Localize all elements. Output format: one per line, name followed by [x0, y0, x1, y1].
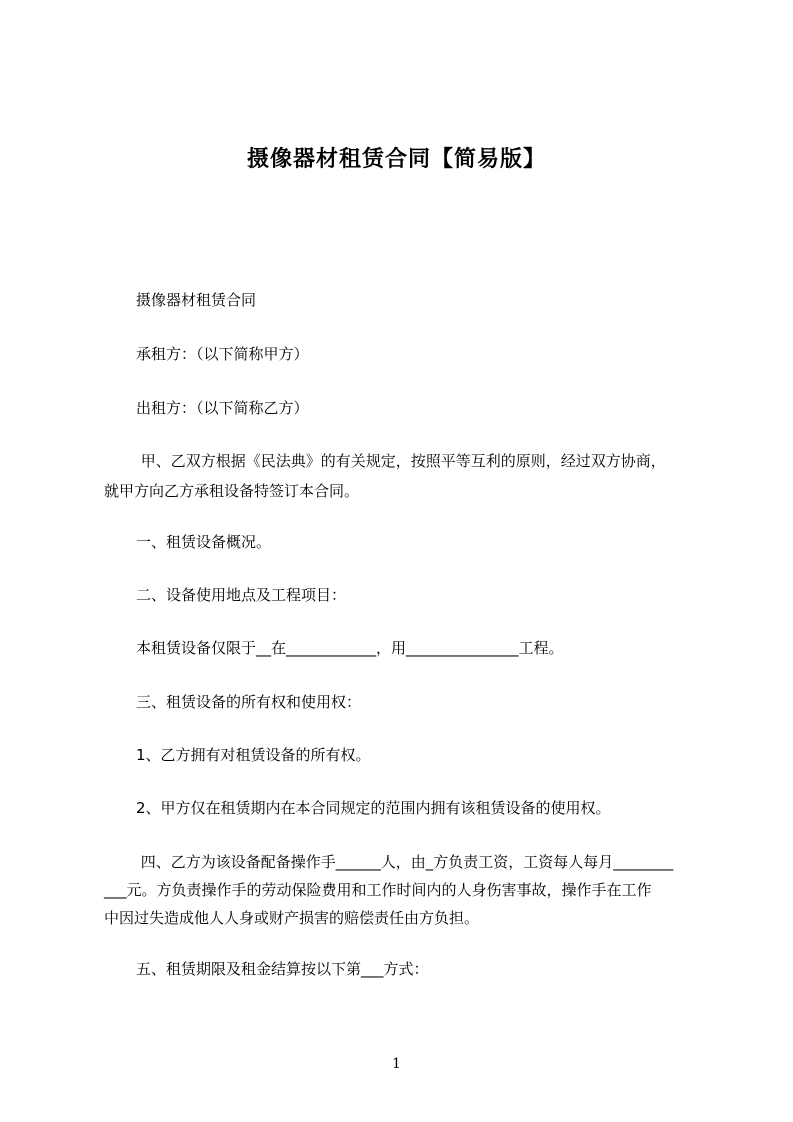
section-3-heading: 三、租赁设备的所有权和使用权： — [136, 693, 362, 711]
ownership-clause: 1、乙方拥有对租赁设备的所有权。 — [136, 746, 371, 764]
lessor-line: 出租方：（以下简称乙方） — [136, 399, 309, 417]
section-4-line-2: ___元。方负责操作手的劳动保险费用和工作时间内的人身伤害事故，操作手在工作 — [104, 881, 652, 899]
document-title: 摄像器材租赁合同【简易版】 — [246, 147, 546, 172]
preamble-line-2: 就甲方向乙方承租设备特签订本合同。 — [104, 482, 360, 500]
usage-location-line: 本租赁设备仅限于__在____________，用_______________工程。 — [136, 639, 564, 657]
section-5-heading: 五、租赁期限及租金结算按以下第___方式： — [136, 960, 429, 978]
section-4-line-3: 中因过失造成他人人身或财产损害的赔偿责任由方负担。 — [104, 909, 480, 927]
section-4-line-1: 四、乙方为该设备配备操作手______人，由_方负责工资，工资每人每月________ — [136, 853, 674, 871]
section-1-heading: 一、租赁设备概况。 — [136, 533, 272, 551]
usage-right-clause: 2、甲方仅在租赁期内在本合同规定的范围内拥有该租赁设备的使用权。 — [136, 799, 611, 817]
preamble-line-1: 甲、乙双方根据《民法典》的有关规定，按照平等互利的原则，经过双方协商， — [136, 452, 666, 470]
lessee-line: 承租方：（以下简称甲方） — [136, 345, 309, 363]
page-number: 1 — [392, 1056, 401, 1072]
section-2-heading: 二、设备使用地点及工程项目： — [136, 586, 347, 604]
contract-heading: 摄像器材租赁合同 — [136, 291, 257, 309]
